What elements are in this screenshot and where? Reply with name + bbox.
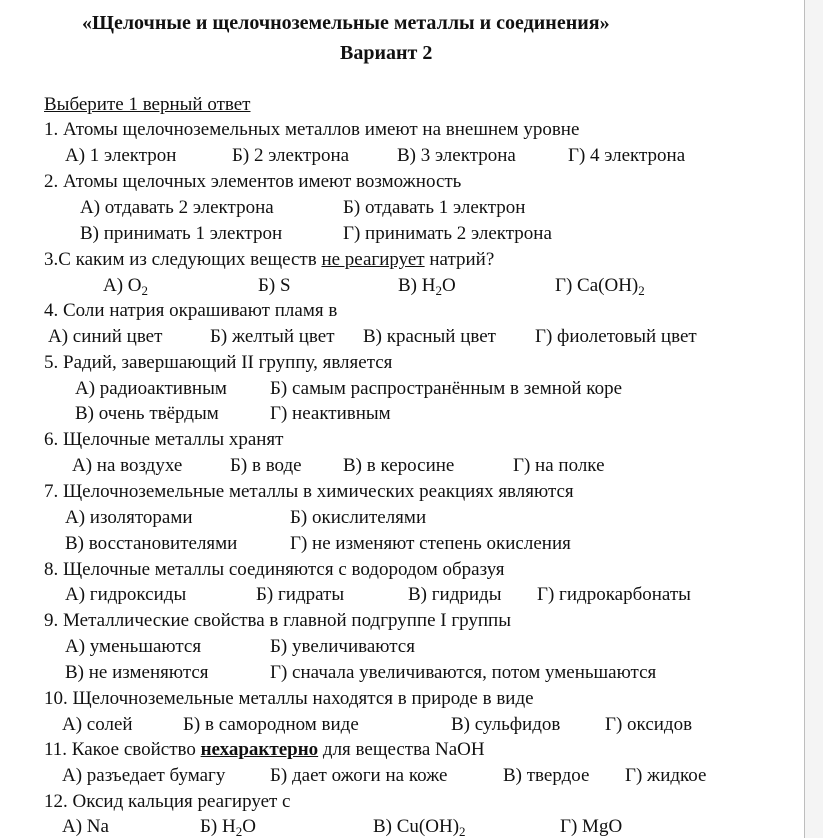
q1-option-b: Б) 2 электрона [232,145,350,166]
q11-emphasis: нехарактерно [200,739,319,760]
question-9: 9. Металлические свойства в главной подгруппе I группы [44,610,511,631]
question-1: 1. Атомы щелочноземельных металлов имеют на внешнем уровне [44,119,580,140]
q8-option-b: Б) гидраты [256,584,345,605]
q8-option-d: Г) гидрокарбонаты [537,584,691,605]
q11-option-a: А) разъедает бумагу [62,765,226,786]
q3-option-b: Б) S [258,275,291,296]
q6-option-a: А) на воздухе [72,455,183,476]
q7-option-a: А) изоляторами [65,507,193,528]
q3-emphasis: не реагирует [321,249,425,270]
instruction: Выберите 1 верный ответ [44,94,251,115]
q7-option-c: В) восстановителями [65,533,238,554]
q8-option-c: В) гидриды [408,584,502,605]
q1-option-a: А) 1 электрон [65,145,177,166]
q5-option-a: А) радиоактивным [75,378,227,399]
question-7: 7. Щелочноземельные металлы в химических реакциях являются [44,481,574,502]
q11-option-b: Б) дает ожоги на коже [270,765,448,786]
q4-option-c: В) красный цвет [363,326,496,347]
question-12: 12. Оксид кальция реагирует с [44,791,291,812]
q6-option-d: Г) на полке [513,455,605,476]
page-gutter [805,0,823,838]
q12-option-b: Б) $H_2O$ [200,816,256,839]
q1-option-d: Г) 4 электрона [568,145,686,166]
question-5: 5. Радий, завершающий II группу, является [44,352,393,373]
q9-option-b: Б) увеличиваются [270,636,415,657]
q3-text-post: натрий? [424,249,495,270]
q11-text-pre: 11. Какое свойство [44,739,201,760]
question-2: 2. Атомы щелочных элементов имеют возможность [44,171,462,192]
q12-option-d: Г) MgO [560,816,623,837]
question-11 [44,739,485,761]
q5-option-d: Г) неактивным [270,403,391,424]
q10-option-b: Б) в самородном виде [183,714,359,735]
q3-text-pre: 3.С каким из следующих веществ [44,249,322,270]
q7-option-b: Б) окислителями [290,507,427,528]
q7-option-d: Г) не изменяют степень окисления [290,533,571,554]
question-4: 4. Соли натрия окрашивают пламя в [44,300,338,321]
q9-option-d: Г) сначала увеличиваются, потом уменьшаются [270,662,657,683]
q5-option-c: В) очень твёрдым [75,403,219,424]
question-3 [44,249,494,271]
q3-option-d: Г) $Ca(OH)_2$ [555,275,645,298]
question-6: 6. Щелочные металлы хранят [44,429,284,450]
q2-option-a: А) отдавать 2 электрона [80,197,274,218]
q3-option-a: А) $O_2$ [103,275,149,298]
document-title: «Щелочные и щелочноземельные металлы и соединения» [82,12,610,34]
q3-option-c: В) $H_2O$ [398,275,456,298]
q11-option-c: В) твердое [503,765,590,786]
q10-option-a: А) солей [62,714,133,735]
question-10: 10. Щелочноземельные металлы находятся в природе в виде [44,688,534,709]
q9-option-c: В) не изменяются [65,662,209,683]
q2-option-b: Б) отдавать 1 электрон [343,197,526,218]
q4-option-a: А) синий цвет [48,326,163,347]
q2-option-c: В) принимать 1 электрон [80,223,283,244]
q6-option-c: В) в керосине [343,455,455,476]
variant-heading: Вариант 2 [340,42,433,64]
q10-option-c: В) сульфидов [451,714,561,735]
q5-option-b: Б) самым распространённым в земной коре [270,378,623,399]
q11-option-d: Г) жидкое [625,765,707,786]
q11-text-post: для вещества NaOH [318,739,485,760]
q4-option-b: Б) желтый цвет [210,326,335,347]
q9-option-a: А) уменьшаются [65,636,202,657]
q2-option-d: Г) принимать 2 электрона [343,223,552,244]
q12-option-a: А) Na [62,816,109,837]
q6-option-b: Б) в воде [230,455,302,476]
q12-option-c: В) $Cu(OH)_2$ [373,816,466,839]
q4-option-d: Г) фиолетовый цвет [535,326,697,347]
q1-option-c: В) 3 электрона [397,145,516,166]
q8-option-a: А) гидроксиды [65,584,187,605]
question-8: 8. Щелочные металлы соединяются с водородом образуя [44,559,505,580]
q10-option-d: Г) оксидов [605,714,693,735]
